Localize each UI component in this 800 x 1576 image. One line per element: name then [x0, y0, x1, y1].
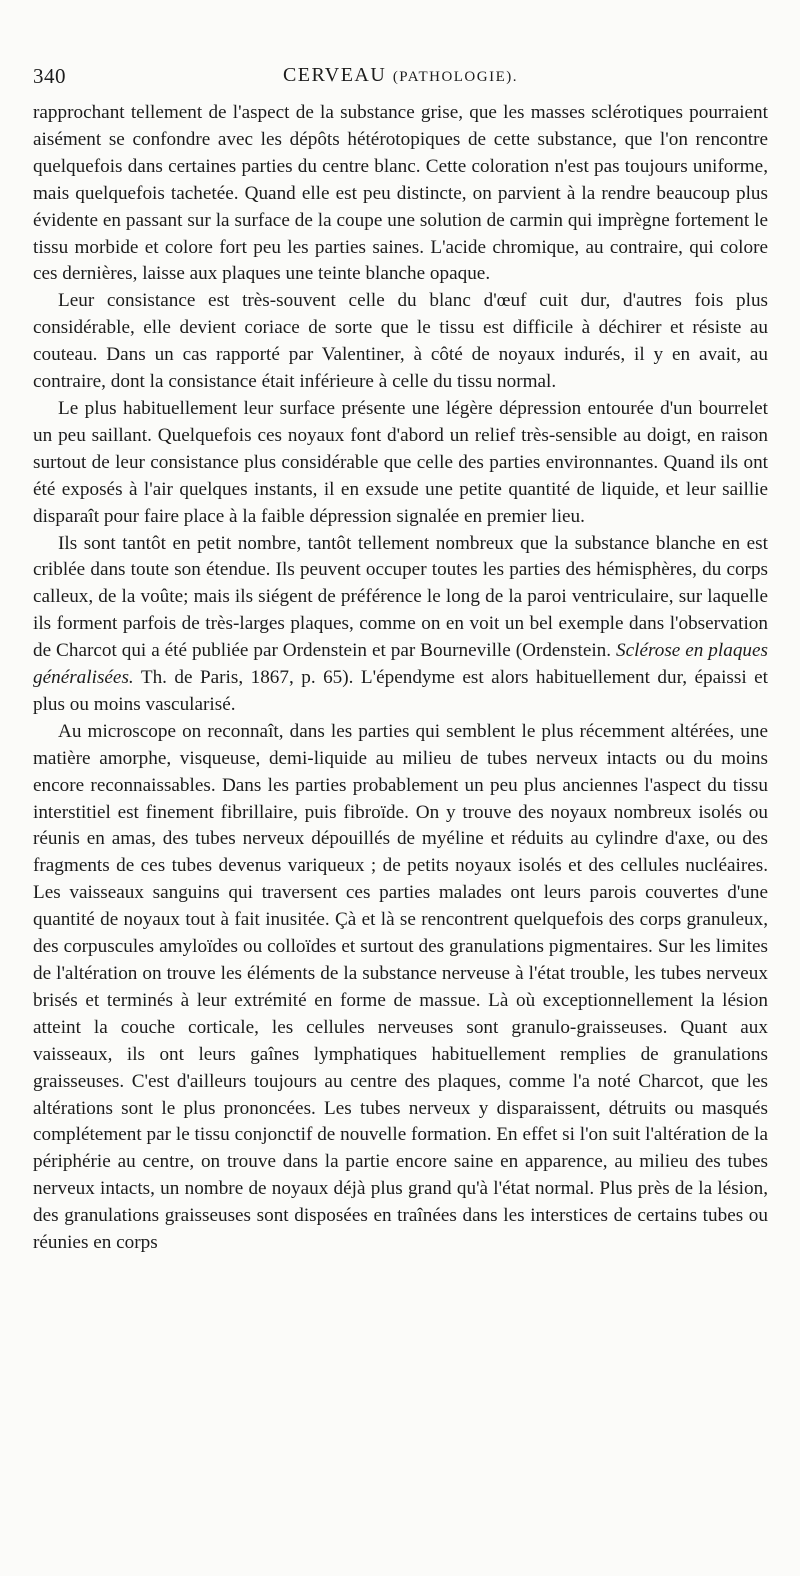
paragraph-siege-text-a: Ils sont tantôt en petit nombre, tantôt tellement nombreux que la substance blanche en est criblée dans toute son étendue. Ils peuvent occuper toutes les parties des hémisphères, du corps calleux, de la voûte; mais ils siégent de préférence le long de la paroi ventriculaire, sur laquelle ils forment parfois de très-larges plaques, comme on en voit un bel exemple dans l'observation de Charcot qui a été publiée par Ordenstein et par Bourneville (Ordenstein. [33, 532, 768, 662]
page-body [33, 100, 768, 1257]
page-number: 340 [33, 64, 66, 88]
page-header [33, 64, 768, 94]
running-title [33, 64, 768, 87]
paragraph-consistance: Leur consistance est très-souvent celle du blanc d'œuf cuit dur, d'autres fois plus considérable, elle devient coriace de sorte que le tissu est difficile à déchirer et résiste au couteau. Dans un cas rapporté par Valentiner, à côté de noyaux indurés, il y en avait, au contraire, dont la consistance était inférieure à celle du tissu normal. [33, 290, 768, 393]
paragraph-siege [33, 531, 768, 719]
running-title-main: CERVEAU [282, 64, 387, 86]
paragraph-microscope: Au microscope on reconnaît, dans les parties qui semblent le plus récemment altérées, une matière amorphe, visqueuse, demi-liquide au milieu de tubes nerveux intacts ou du moins encore reconnaissables. Dans les parties probablement un peu plus anciennes l'aspect du tissu interstitiel est finement fibrillaire, puis fibroïde. On y trouve des noyaux nombreux isolés ou réunis en amas, des tubes nerveux dépouillés de myéline et réduits au cylindre d'axe, ou des fragments de ces tubes devenus variqueux ; de petits noyaux isolés et des cellules nucléaires. Les vaisseaux sanguins qui traversent ces parties malades ont leurs parois couvertes d'une quantité de noyaux tout à fait inusitée. Çà et là se rencontrent quelquefois des corps granuleux, des corpuscules amyloïdes ou colloïdes et surtout des granulations pigmentaires. Sur les limites de l'altération on trouve les éléments de la substance nerveuse à l'état trouble, les tubes nerveux brisés et terminés à leur extrémité en forme de massue. Là où exceptionnellement la lésion atteint la couche corticale, les cellules nerveuses sont granulo-graisseuses. Quant aux vaisseaux, ils ont leurs gaînes lymphatiques habituellement remplies de granulations graisseuses. C'est d'ailleurs toujours au centre des plaques, comme l'a noté Charcot, que les altérations sont le plus prononcées. Les tubes nerveux y disparaissent, détruits ou masqués complétement par le tissu conjonctif de nouvelle formation. En effet si l'on suit l'altération de la périphérie au centre, on trouve dans la partie encore saine en apparence, au milieu des tubes nerveux intacts, un nombre de noyaux déjà plus grand qu'à l'état normal. Plus près de la lésion, des granulations graisseuses sont disposées en traînées dans les interstices de certains tubes ou réunies en corps [33, 720, 768, 1254]
running-title-subtitle: (PATHOLOGIE). [392, 69, 519, 85]
paragraph-coloration: rapprochant tellement de l'aspect de la substance grise, que les masses sclérotiques pourraient aisément se confondre avec les dépôts hétérotopiques de cette substance, que l'on rencontre quelquefois dans certaines parties du centre blanc. Cette coloration n'est pas toujours uniforme, mais quelquefois tachetée. Quand elle est peu distincte, on parvient à la rendre beaucoup plus évidente en passant sur la surface de la coupe une solution de carmin qui imprègne fortement le tissu morbide et colore fort peu les parties saines. L'acide chromique, au contraire, qui colore ces dernières, laisse aux plaques une teinte blanche opaque. [33, 102, 768, 285]
paragraph-surface: Le plus habituellement leur surface présente une légère dépression entourée d'un bourrelet un peu saillant. Quelquefois ces noyaux font d'abord un relief très-sensible au doigt, en raison surtout de leur consistance plus considérable que celle des parties environnantes. Quand ils ont été exposés à l'air quelques instants, il en exsude une petite quantité de liquide, et leur saillie disparaît pour faire place à la faible dépression signalée en premier lieu. [33, 397, 768, 527]
paragraph-siege-text-b: Th. de Paris, 1867, p. 65). L'épendyme est alors habituellement dur, épaissi et plus ou moins vascularisé. [33, 667, 769, 715]
citation-title: Sclérose en plaques généralisées. [33, 640, 769, 689]
